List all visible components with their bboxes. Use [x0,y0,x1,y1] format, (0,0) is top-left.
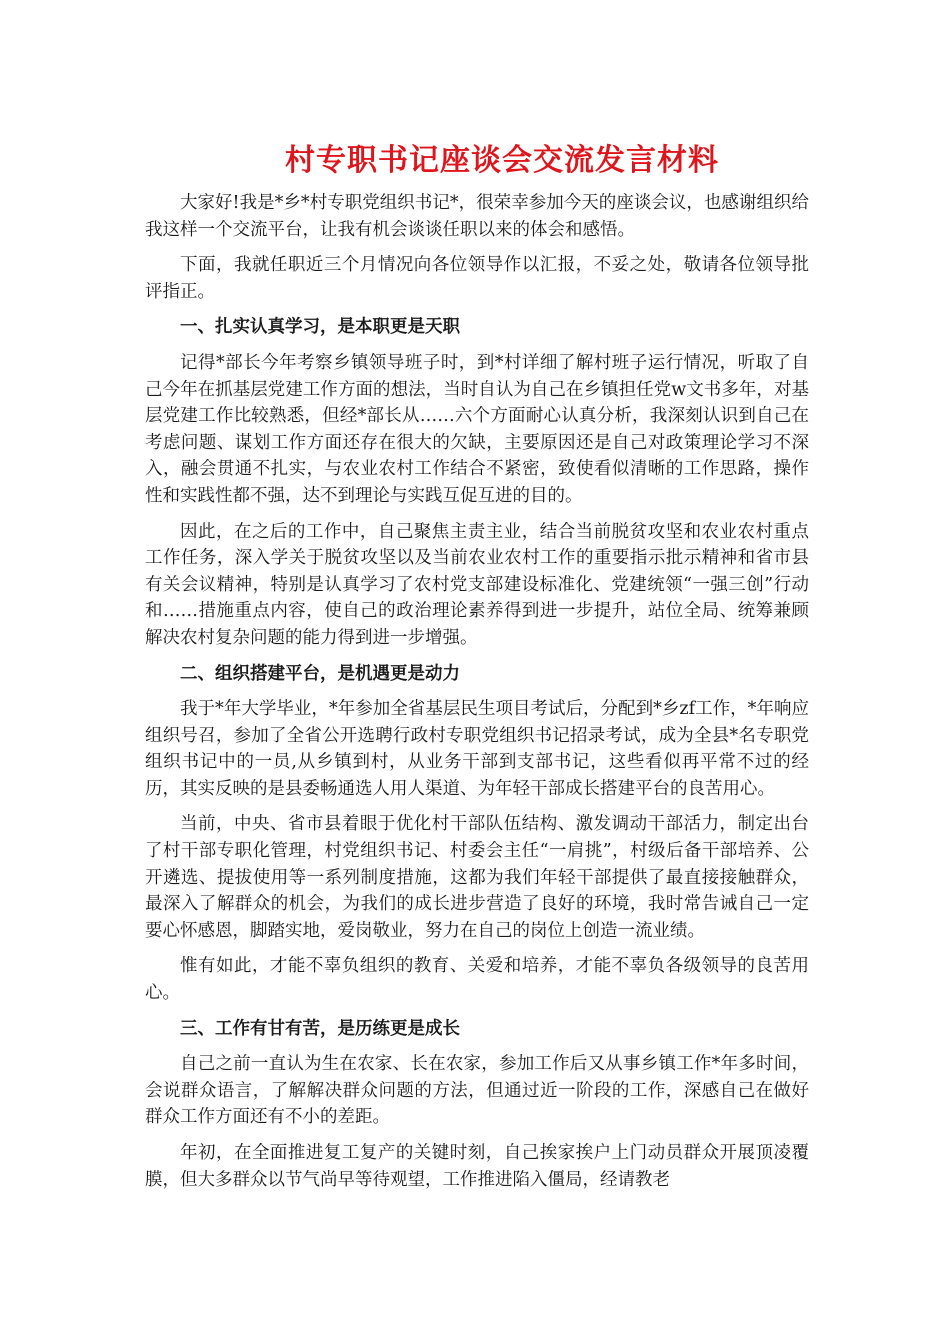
document-title: 村专职书记座谈会交流发言材料 [285,143,719,178]
paragraph-section3-b: 年初，在全面推进复工复产的关键时刻，自己挨家挨户上门动员群众开展顶凌覆膜，但大多群众以节气尚早等待观望，工作推进陷入僵局，经请教老 [145,1143,809,1190]
paragraph-section2-a: 我于*年大学毕业，*年参加全省基层民生项目考试后，分配到*乡zf工作，*年响应组织号召，参加了全省公开选聘行政村专职党组织书记招录考试，成为全县*名专职党组织书记中的一员,从乡镇到村，从业务干部到支部书记，这些看似再平常不过的经历，其实反映的是县委畅通选人用人渠道、为年轻干部成长搭建平台的良苦用心。 [145,699,809,799]
section-heading-1: 一、扎实认真学习，是本职更是天职 [180,317,460,338]
document-page [145,138,809,1202]
section-heading-2: 二、组织搭建平台，是机遇更是动力 [180,663,460,684]
paragraph-section2-c: 惟有如此，才能不辜负组织的教育、关爱和培养，才能不辜负各级领导的良苦用心。 [145,956,809,1004]
paragraph-section3-a: 自己之前一直认为生在农家、长在农家，参加工作后又从事乡镇工作*年多时间，会说群众语言，了解解决群众问题的方法，但通过近一阶段的工作，深感自己在做好群众工作方面还有不小的差距。 [145,1054,809,1128]
paragraph-intro: 下面，我就任职近三个月情况向各位领导作以汇报，不妥之处，敬请各位领导批评指正。 [145,255,809,302]
paragraph-greeting: 大家好!我是*乡*村专职党组织书记*，很荣幸参加今天的座谈会议，也感谢组织给我这样一个交流平台，让我有机会谈谈任职以来的体会和感悟。 [145,193,809,240]
paragraph-section2-b: 当前，中央、省市县着眼于优化村干部队伍结构、激发调动干部活力，制定出台了村干部专职化管理，村党组织书记、村委会主任“一肩挑”，村级后备干部培养、公开遴选、提拔使用等一系列制度措施，这都为我们年轻干部提供了最直接接触群众，最深入了解群众的机会，为我们的成长进步营造了良好的环境，我时常告诫自己一定要心怀感恩，脚踏实地，爱岗敬业，努力在自己的岗位上创造一流业绩。 [145,814,809,941]
paragraph-section1-b: 因此，在之后的工作中，自己聚焦主责主业，结合当前脱贫攻坚和农业农村重点工作任务，深入学关于脱贫攻坚以及当前农业农村工作的重要指示批示精神和省市县有关会议精神，特别是认真学习了农村党支部建设标准化、党建统领“一强三创”行动和……措施重点内容，使自己的政治理论素养得到进一步提升，站位全局、统筹兼顾解决农村复杂问题的能力得到进一步增强。 [145,521,809,648]
paragraph-section1-a: 记得*部长今年考察乡镇领导班子时，到*村详细了解村班子运行情况，听取了自己今年在抓基层党建工作方面的想法，当时自认为自己在乡镇担任党w文书多年，对基层党建工作比较熟悉，但经*部长从……六个方面耐心认真分析，我深刻认识到自己在考虑问题、谋划工作方面还存在很大的欠缺，主要原因还是自己对政策理论学习不深入，融会贯通不扎实，与农业农村工作结合不紧密，致使看似清晰的工作思路，操作性和实践性都不强，达不到理论与实践互促互进的目的。 [145,352,809,506]
section-heading-3: 三、工作有甘有苦，是历练更是成长 [180,1018,460,1039]
